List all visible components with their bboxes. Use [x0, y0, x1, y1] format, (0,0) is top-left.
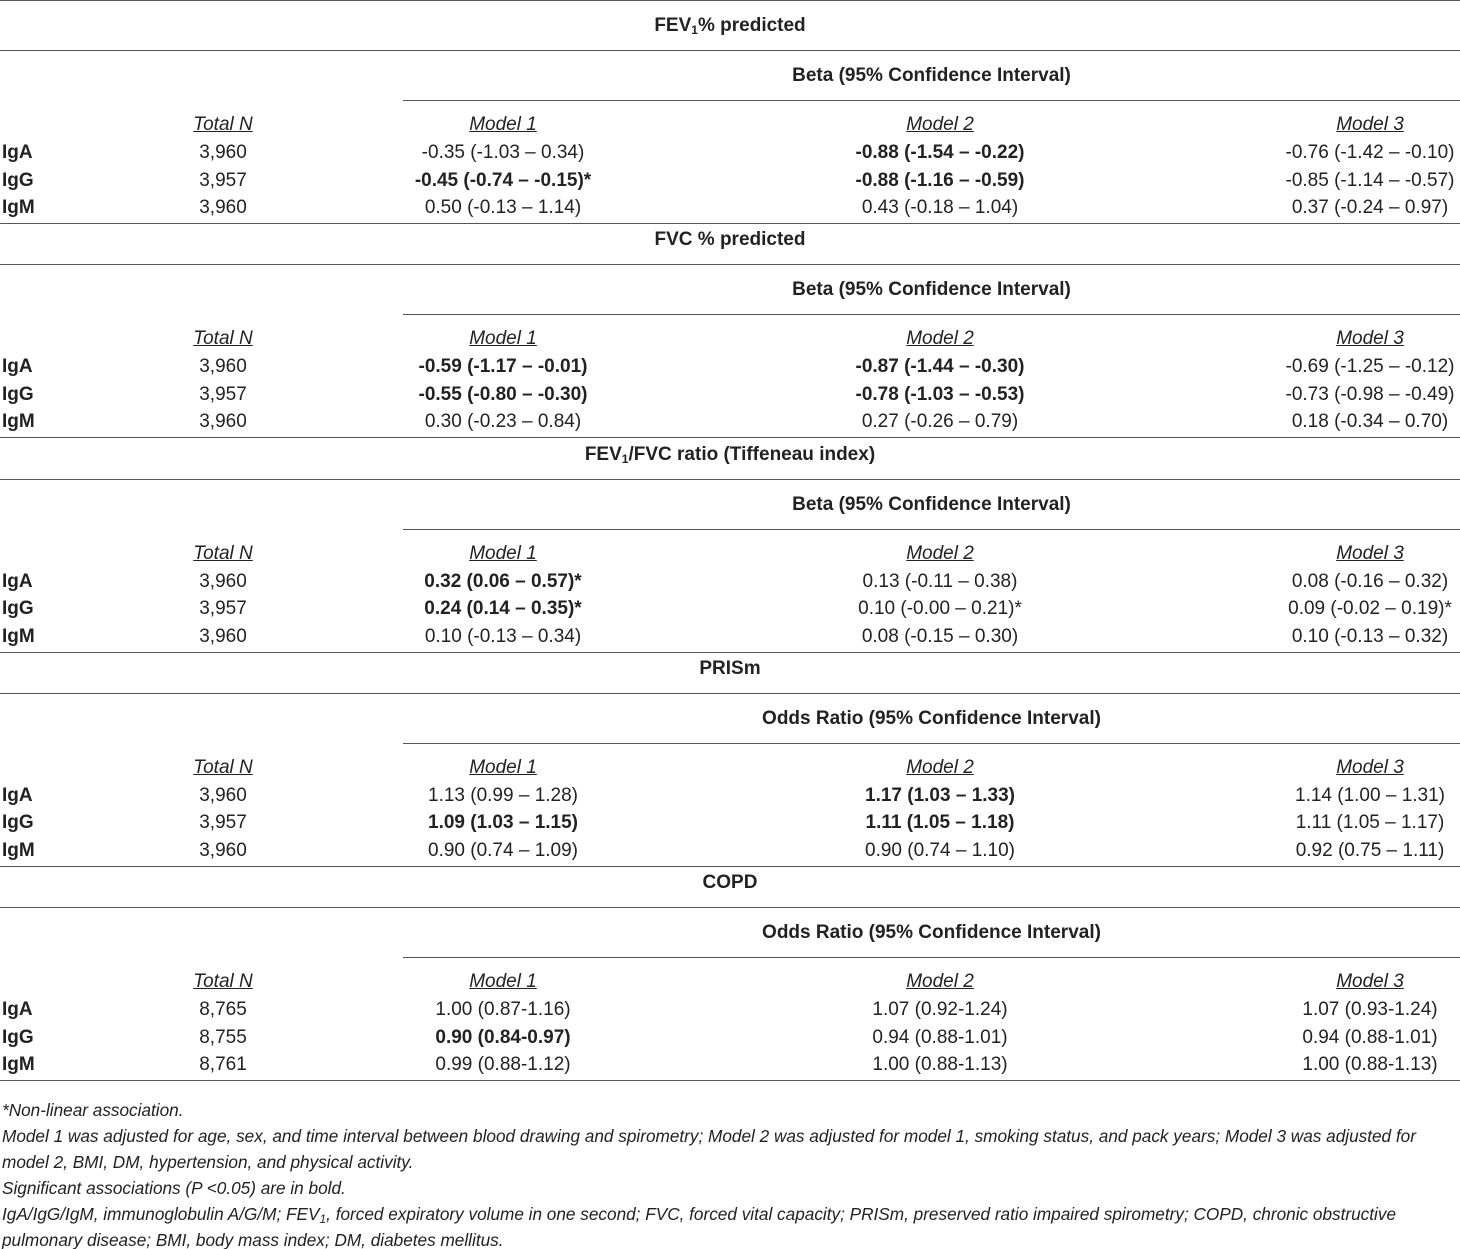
- model-3-cell: -0.69 (-1.25 – -0.12): [1285, 356, 1455, 378]
- row-label: IgM: [2, 411, 35, 433]
- header-model-3: Model 3: [1336, 756, 1404, 778]
- header-model-2: Model 2: [906, 114, 974, 135]
- header-model-3: Model 3: [1336, 542, 1404, 564]
- model-3-cell: 0.10 (-0.13 – 0.32): [1291, 625, 1449, 647]
- column-header-row: [0, 969, 1460, 995]
- total-n-cell: 3,960: [199, 142, 247, 163]
- measure-header: Odds Ratio (95% Confidence Interval): [762, 922, 1101, 944]
- model-3-cell: 1.11 (1.05 – 1.17): [1295, 812, 1445, 834]
- section-title-rule: [0, 479, 1460, 480]
- total-n-cell: 8,765: [199, 999, 247, 1021]
- table-row: [0, 596, 1460, 622]
- model-2-cell: 1.00 (0.88-1.13): [872, 1054, 1008, 1076]
- section-title-rule: [0, 50, 1460, 51]
- model-3-cell: 0.08 (-0.16 – 0.32): [1291, 570, 1449, 592]
- section-bottom-rule: [0, 866, 1460, 867]
- model-3-cell: 0.18 (-0.34 – 0.70): [1291, 411, 1449, 433]
- header-model-1: Model 1: [469, 756, 537, 778]
- model-3-cell: -0.76 (-1.42 – -0.10): [1285, 142, 1455, 163]
- model-2-cell: 0.94 (0.88-1.01): [872, 1026, 1008, 1048]
- measure-header-rule: [403, 314, 1460, 315]
- header-total-n: Total N: [193, 971, 253, 993]
- header-total-n: Total N: [193, 756, 253, 778]
- model-2-cell: 0.90 (0.74 – 1.10): [865, 839, 1015, 861]
- row-label: IgM: [2, 197, 35, 218]
- table-row: [0, 783, 1460, 809]
- row-label: IgA: [2, 356, 33, 378]
- measure-header: Beta (95% Confidence Interval): [792, 279, 1071, 301]
- model-1-cell: 0.99 (0.88-1.12): [435, 1054, 571, 1076]
- column-header-row: [0, 112, 1460, 138]
- row-label: IgG: [2, 383, 34, 405]
- header-model-2: Model 2: [906, 756, 974, 778]
- table-row: [0, 1052, 1460, 1078]
- header-model-2: Model 2: [906, 971, 974, 993]
- column-header-row: [0, 541, 1460, 567]
- table-row: [0, 810, 1460, 836]
- section-title: $FEV_1\%$ predicted: [654, 15, 806, 37]
- header-model-1: Model 1: [469, 114, 537, 135]
- model-3-cell: 0.09 (-0.02 – 0.19)*: [1288, 598, 1452, 620]
- header-model-3: Model 3: [1336, 328, 1404, 350]
- section-title-rule: [0, 264, 1460, 265]
- total-n-cell: 3,960: [199, 625, 247, 647]
- model-3-cell: -0.85 (-1.14 – -0.57): [1285, 169, 1455, 191]
- header-model-1: Model 1: [469, 542, 537, 564]
- table-row: [0, 624, 1460, 650]
- table-row: [0, 195, 1460, 221]
- table-row: [0, 409, 1460, 435]
- model-3-cell: 0.94 (0.88-1.01): [1302, 1026, 1438, 1048]
- measure-header-rule: [403, 529, 1460, 530]
- total-n-cell: 3,957: [199, 169, 247, 191]
- model-3-cell: 1.14 (1.00 – 1.31): [1295, 784, 1445, 806]
- section-bottom-rule: [0, 437, 1460, 438]
- model-1-cell: -0.35 (-1.03 – 0.34): [421, 142, 585, 163]
- total-n-cell: 3,960: [199, 570, 247, 592]
- table-row: [0, 354, 1460, 380]
- model-1-cell: 0.10 (-0.13 – 0.34): [424, 625, 582, 647]
- row-label: IgG: [2, 169, 34, 191]
- section-title-rule: [0, 907, 1460, 908]
- section-title-rule: [0, 693, 1460, 694]
- row-label: IgG: [2, 1026, 34, 1048]
- table-row: [0, 1025, 1460, 1051]
- header-total-n: Total N: [193, 114, 253, 135]
- model-2-cell: -0.87 (-1.44 – -0.30): [855, 356, 1025, 378]
- table-top-rule: [0, 0, 1460, 1]
- total-n-cell: 3,960: [199, 411, 247, 433]
- total-n-cell: 3,960: [199, 784, 247, 806]
- table-row: [0, 569, 1460, 595]
- section-bottom-rule: [0, 223, 1460, 224]
- section-title: FVC % predicted: [654, 229, 806, 251]
- total-n-cell: 8,755: [199, 1026, 247, 1048]
- model-1-cell: -0.59 (-1.17 – -0.01): [418, 356, 588, 378]
- header-model-3: Model 3: [1336, 114, 1404, 135]
- model-3-cell: -0.73 (-0.98 – -0.49): [1285, 383, 1455, 405]
- model-3-cell: 0.37 (-0.24 – 0.97): [1291, 197, 1449, 218]
- model-2-cell: 1.11 (1.05 – 1.18): [865, 812, 1015, 834]
- total-n-cell: 3,957: [199, 383, 247, 405]
- table-row: [0, 382, 1460, 408]
- model-2-cell: -0.88 (-1.16 – -0.59): [855, 169, 1025, 191]
- row-label: IgM: [2, 839, 35, 861]
- measure-header: Beta (95% Confidence Interval): [792, 493, 1071, 515]
- model-1-cell: -0.55 (-0.80 – -0.30): [418, 383, 588, 405]
- header-total-n: Total N: [193, 542, 253, 564]
- model-1-cell: 0.90 (0.84-0.97): [435, 1026, 571, 1048]
- footnote: Significant associations (P <0.05) are in bold.: [2, 1178, 346, 1198]
- total-n-cell: 3,960: [199, 839, 247, 861]
- column-header-row: [0, 755, 1460, 781]
- header-model-2: Model 2: [906, 328, 974, 350]
- measure-header: Odds Ratio (95% Confidence Interval): [762, 707, 1101, 729]
- table-row: [0, 997, 1460, 1023]
- footnote: Model 1 was adjusted for age, sex, and time interval between blood drawing and spirometry; Model 2 was adjusted for model 1, smoking status, and pack years; Model 3 was adjusted for model 2, BMI, DM, hypertension, and physical activity.: [2, 1126, 1416, 1172]
- row-label: IgM: [2, 625, 35, 647]
- total-n-cell: 3,957: [199, 812, 247, 834]
- model-1-cell: 0.50 (-0.13 – 1.14): [424, 197, 582, 218]
- footnote: IgA/IgG/IgM, immunoglobulin A/G/M; $FEV_1$, forced expiratory volume in one second; FVC, forced vital capacity; PRISm, preserved ratio impaired spirometry; COPD, chronic obstructive pulmonary disease; BMI, body mass index; DM, diabetes mellitus.: [2, 1204, 1397, 1249]
- model-2-cell: -0.88 (-1.54 – -0.22): [855, 142, 1025, 163]
- model-1-cell: 1.13 (0.99 – 1.28): [428, 784, 578, 806]
- model-2-cell: 0.27 (-0.26 – 0.79): [861, 411, 1019, 433]
- model-1-cell: 0.30 (-0.23 – 0.84): [424, 411, 582, 433]
- model-1-cell: 1.00 (0.87-1.16): [435, 999, 571, 1021]
- model-2-cell: 1.17 (1.03 – 1.33): [865, 784, 1015, 806]
- section-bottom-rule: [0, 652, 1460, 653]
- total-n-cell: 3,957: [199, 598, 247, 620]
- measure-header: Beta (95% Confidence Interval): [792, 65, 1071, 86]
- header-model-1: Model 1: [469, 971, 537, 993]
- model-3-cell: 0.92 (0.75 – 1.11): [1295, 839, 1445, 861]
- model-1-cell: 0.90 (0.74 – 1.09): [428, 839, 578, 861]
- total-n-cell: 3,960: [199, 356, 247, 378]
- measure-header-rule: [403, 743, 1460, 744]
- header-total-n: Total N: [193, 328, 253, 350]
- row-label: IgA: [2, 784, 33, 806]
- table-row: [0, 838, 1460, 864]
- measure-header-rule: [403, 957, 1460, 958]
- model-2-cell: 0.43 (-0.18 – 1.04): [861, 197, 1019, 218]
- model-2-cell: -0.78 (-1.03 – -0.53): [855, 383, 1025, 405]
- table-row: [0, 140, 1460, 166]
- model-2-cell: 0.13 (-0.11 – 0.38): [862, 570, 1018, 592]
- section-title: $FEV_1$/FVC ratio (Tiffeneau index): [584, 443, 876, 466]
- row-label: IgM: [2, 1054, 35, 1076]
- table-row: [0, 168, 1460, 194]
- row-label: IgG: [2, 812, 34, 834]
- row-label: IgA: [2, 999, 33, 1021]
- footnote: *Non-linear association.: [2, 1100, 184, 1120]
- row-label: IgG: [2, 598, 34, 620]
- header-model-1: Model 1: [469, 328, 537, 350]
- row-label: IgA: [2, 570, 33, 592]
- model-2-cell: 0.10 (-0.00 – 0.21)*: [858, 598, 1022, 620]
- model-1-cell: -0.45 (-0.74 – -0.15)*: [414, 169, 592, 191]
- model-3-cell: 1.07 (0.93-1.24): [1302, 999, 1438, 1021]
- model-3-cell: 1.00 (0.88-1.13): [1302, 1054, 1438, 1076]
- header-model-2: Model 2: [906, 542, 974, 564]
- model-1-cell: 1.09 (1.03 – 1.15): [428, 812, 578, 834]
- row-label: IgA: [2, 142, 33, 163]
- model-1-cell: 0.32 (0.06 – 0.57)*: [424, 570, 582, 592]
- model-1-cell: 0.24 (0.14 – 0.35)*: [424, 598, 582, 620]
- section-bottom-rule: [0, 1080, 1460, 1081]
- table-footnotes: [2, 1097, 1458, 1249]
- column-header-row: [0, 326, 1460, 352]
- header-model-3: Model 3: [1336, 971, 1404, 993]
- total-n-cell: 3,960: [199, 197, 247, 218]
- total-n-cell: 8,761: [199, 1054, 247, 1076]
- model-2-cell: 1.07 (0.92-1.24): [872, 999, 1008, 1021]
- section-title: COPD: [702, 872, 758, 894]
- measure-header-rule: [403, 100, 1460, 101]
- model-2-cell: 0.08 (-0.15 – 0.30): [861, 625, 1019, 647]
- section-title: PRISm: [699, 657, 761, 679]
